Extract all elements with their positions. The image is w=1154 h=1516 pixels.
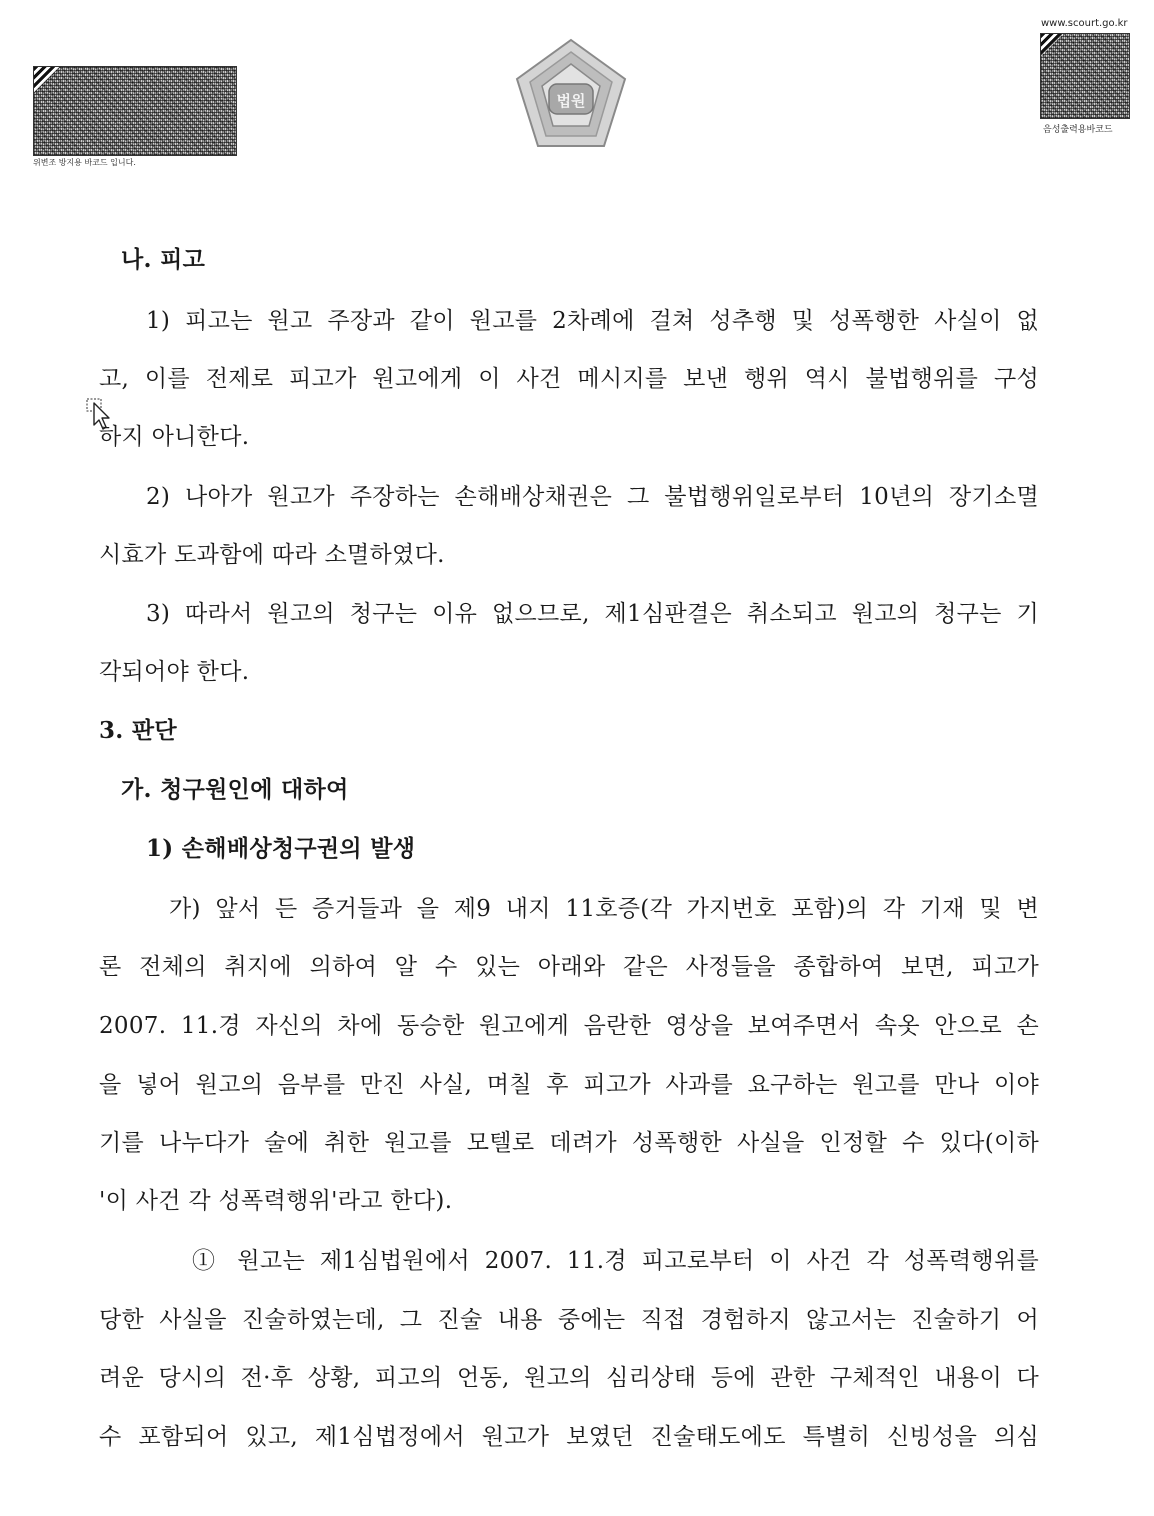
paragraph-line: 고, 이를 전제로 피고가 원고에게 이 사건 메시지를 보낸 행위 역시 불법행위를 구성 <box>99 366 1039 392</box>
section-heading-defendant: 나. 피고 <box>121 246 206 273</box>
paragraph-line: 2) 나아가 원고가 주장하는 손해배상채권은 그 불법행위일로부터 10년의 장기소멸 <box>146 484 1039 510</box>
paragraph-line: 시효가 도과함에 따라 소멸하였다. <box>99 542 445 568</box>
voice-output-barcode-caption: 음성출력용바코드 <box>1043 125 1113 135</box>
paragraph-line: 각되어야 한다. <box>99 659 250 685</box>
paragraph-line: ① 원고는 제1심법원에서 2007. 11.경 피고로부터 이 사건 각 성폭력행위를 <box>192 1248 1039 1274</box>
anti-forgery-barcode-caption: 위변조 방지용 바코드 입니다. <box>33 158 136 167</box>
court-emblem-icon <box>512 36 630 154</box>
paragraph-line: 수 포함되어 있고, 제1심법정에서 원고가 보였던 진술태도에도 특별히 신빙성을 의심 <box>99 1424 1039 1450</box>
paragraph-line: 가) 앞서 든 증거들과 을 제9 내지 11호증(각 가지번호 포함)의 각 기재 및 변 <box>169 896 1039 922</box>
paragraph-line: 1) 피고는 원고 주장과 같이 원고를 2차례에 걸쳐 성추행 및 성폭행한 사실이 없 <box>146 308 1039 334</box>
paragraph-line: 기를 나누다가 술에 취한 원고를 모텔로 데려가 성폭행한 사실을 인정할 수 있다(이하 <box>99 1130 1039 1156</box>
paragraph-line: 3) 따라서 원고의 청구는 이유 없으므로, 제1심판결은 취소되고 원고의 청구는 기 <box>146 601 1039 627</box>
paragraph-line: 당한 사실을 진술하였는데, 그 진술 내용 중에는 직접 경험하지 않고서는 진술하기 어 <box>99 1307 1039 1333</box>
paragraph-line: 을 넣어 원고의 음부를 만진 사실, 며칠 후 피고가 사과를 요구하는 원고를 만나 이야 <box>99 1072 1039 1098</box>
anti-forgery-barcode <box>33 66 237 156</box>
court-website-url: www.scourt.go.kr <box>1041 18 1128 29</box>
section-heading-judgment: 3. 판단 <box>99 717 177 744</box>
voice-output-barcode <box>1040 33 1130 119</box>
paragraph-line: 하지 아니한다. <box>99 424 250 450</box>
emblem-text: 법원 <box>556 92 586 110</box>
paragraph-line: '이 사건 각 성폭력행위'라고 한다). <box>99 1188 453 1214</box>
section-heading-claim-cause: 가. 청구원인에 대하여 <box>121 776 349 803</box>
paragraph-line: 2007. 11.경 자신의 차에 동승한 원고에게 음란한 영상을 보여주면서 속옷 안으로 손 <box>99 1013 1039 1039</box>
paragraph-line: 론 전체의 취지에 의하여 알 수 있는 아래와 같은 사정들을 종합하여 보면, 피고가 <box>99 954 1039 980</box>
paragraph-line: 려운 당시의 전·후 상황, 피고의 언동, 원고의 심리상태 등에 관한 구체적인 내용이 다 <box>99 1365 1039 1391</box>
section-heading-damages-claim: 1) 손해배상청구권의 발생 <box>146 835 416 862</box>
